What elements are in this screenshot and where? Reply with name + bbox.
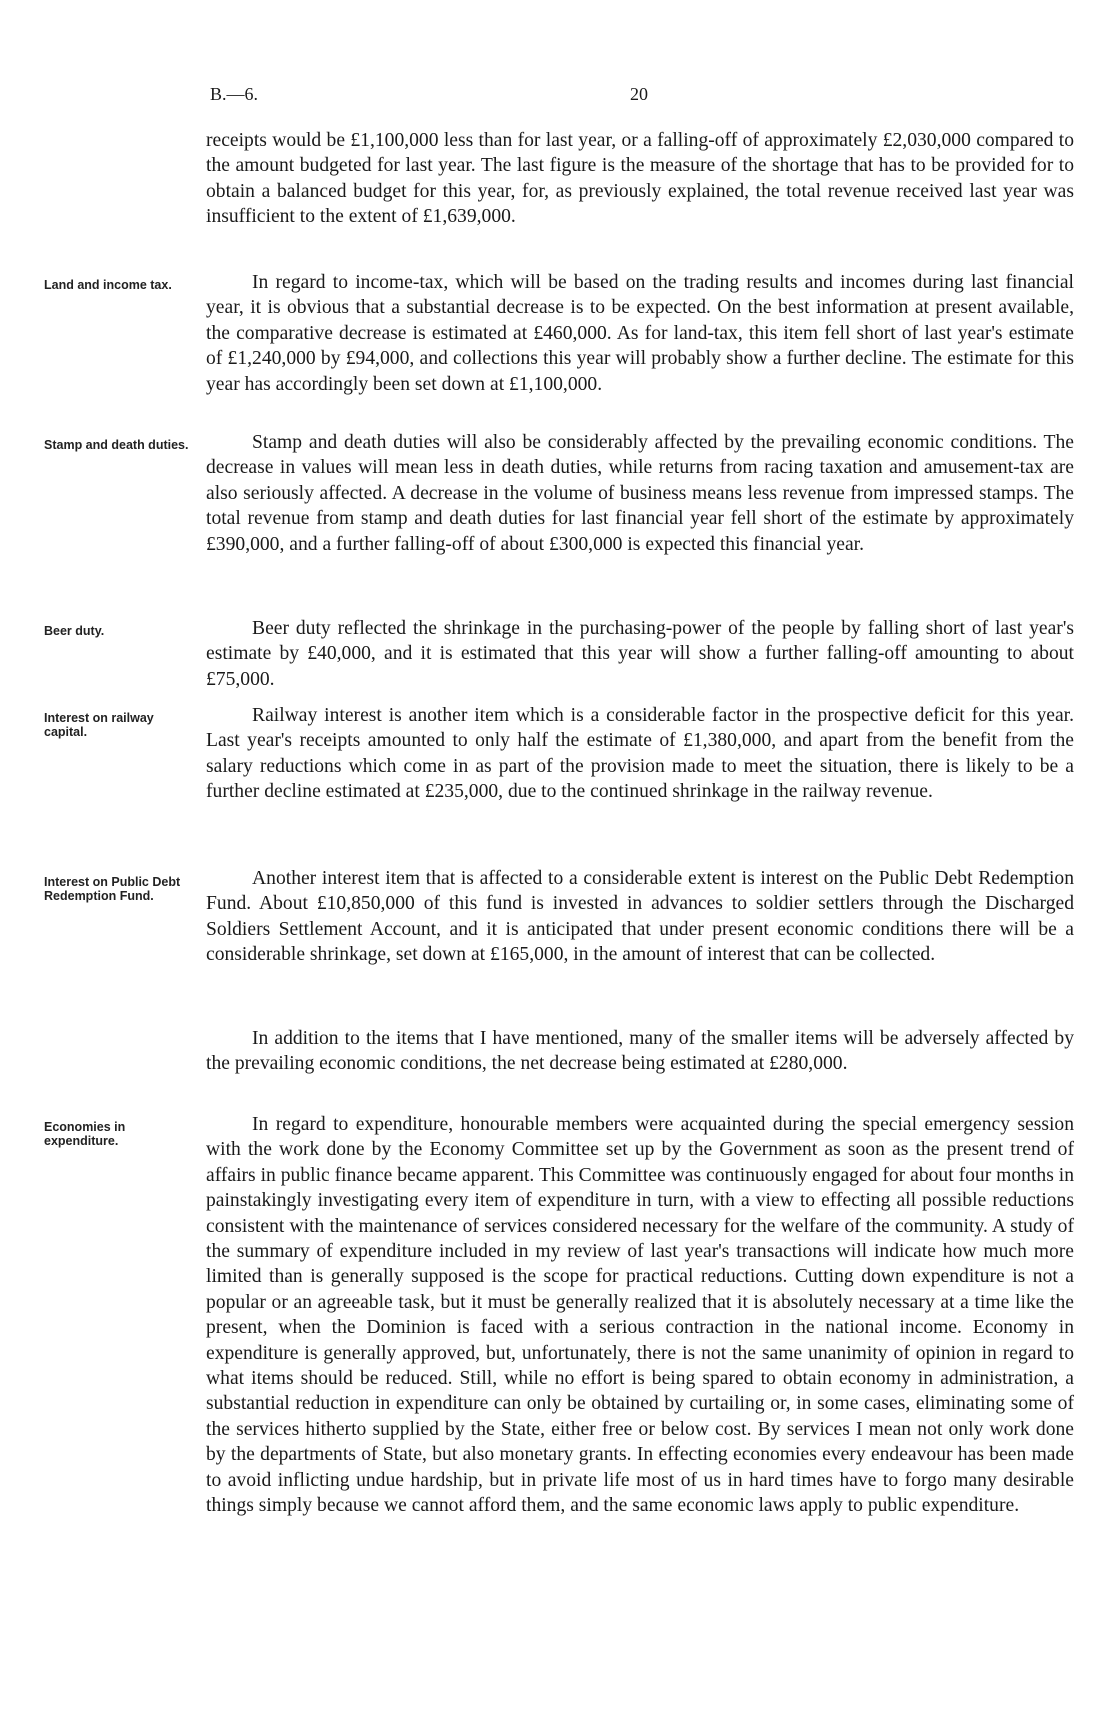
paragraph-smaller-items: In addition to the items that I have mentioned, many of the smaller items will be adversely affected by the prevailing economic conditions, the net decrease being estimated at £280,000.	[206, 1028, 1074, 1075]
margin-note-interest-railway: Interest on railway capital.	[44, 711, 154, 739]
margin-note-interest-public-debt: Interest on Public Debt Redemption Fund.	[44, 875, 181, 903]
paragraph-expenditure: In regard to expenditure, honourable members were acquainted during the special emergency session with the work done by the Economy Committee set up by the Government as soon as the present trend of affairs in public finance became apparent. This Committee was continuously engaged for about four months in painstakingly investigating every item of expenditure in turn, with a view to effecting all possible reductions consistent with the maintenance of services considered necessary for the welfare of the community. A study of the summary of expenditure included in my review of last year's transactions will indicate how much more limited than is generally supposed is the scope for practical reductions. Cutting down expenditure is not a popular or an agreeable task, but it must be generally realized that it is absolutely necessary at a time like the present, when the Dominion is faced with a serious contraction in the national income. Economy in expenditure is generally approved, but, unfortunately, there is not the same unanimity of opinion in regard to what items should be reduced. Still, while no effort is being spared to obtain economy in administration, a substantial reduction in expenditure can only be obtained by curtailing or, in some cases, eliminating some of the services hitherto supplied by the State, either free or below cost. By services I mean not only work done by the departments of State, but also monetary grants. In effecting economies every endeavour has been made to avoid inflicting undue hardship, but in private life most of us in hard times have to forgo many desirable things simply because we cannot afford them, and the same economic laws apply to public expenditure.	[206, 1114, 1074, 1517]
paragraph-public-debt-interest: Another interest item that is affected to a considerable extent is interest on the Public Debt Redemption Fund. About £10,850,000 of this fund is invested in advances to soldier settlers through the Discharged Soldiers Settlement Account, and it is anticipated that under present economic conditions there will be a considerable shrinkage, set down at £165,000, in the amount of interest that can be collected.	[206, 868, 1074, 966]
paragraph-revenue-shortfall: receipts would be £1,100,000 less than for last year, or a falling-off of approximately £2,030,000 compared to the amount budgeted for last year. The last figure is the measure of the shortage that has to be provided for to obtain a balanced budget for this year, for, as previously explained, the total revenue received last year was insufficient to the extent of £1,639,000.	[206, 130, 1074, 228]
document-reference: B.—6.	[210, 84, 259, 104]
paragraph-beer-duty: Beer duty reflected the shrinkage in the purchasing-power of the people by falling short of last year's estimate by £40,000, and it is estimated that this year will show a further falling-off amounting to about £75,000.	[206, 618, 1074, 690]
page-header	[210, 84, 710, 108]
margin-note-land-income-tax: Land and income tax.	[44, 278, 172, 292]
page-number: 20	[630, 84, 648, 104]
paragraph-income-tax: In regard to income-tax, which will be based on the trading results and incomes during last financial year, it is obvious that a substantial decrease is to be expected. On the best information at present available, the comparative decrease is estimated at £460,000. As for land-tax, this item fell short of last year's estimate of £1,240,000 by £94,000, and collections this year will probably show a further decline. The estimate for this year has accordingly been set down at £1,100,000.	[206, 272, 1074, 395]
paragraph-stamp-death-duties: Stamp and death duties will also be considerably affected by the prevailing economic conditions. The decrease in values will mean less in death duties, while returns from racing taxation and amusement-tax are also seriously affected. A decrease in the volume of business means less revenue from impressed stamps. The total revenue from stamp and death duties for last financial year fell short of the estimate by approximately £390,000, and a further falling-off of about £300,000 is expected this financial year.	[206, 432, 1074, 555]
margin-note-stamp-death-duties: Stamp and death duties.	[44, 438, 189, 452]
margin-note-beer-duty: Beer duty.	[44, 624, 105, 638]
margin-note-economies: Economies in expenditure.	[44, 1120, 126, 1148]
paragraph-railway-interest: Railway interest is another item which is a considerable factor in the prospective deficit for this year. Last year's receipts amounted to only half the estimate of £1,380,000, and apart from the benefit from the salary reductions which come in as part of the provision made to meet the situation, there is likely to be a further decline estimated at £235,000, due to the continued shrinkage in the railway revenue.	[206, 705, 1074, 803]
